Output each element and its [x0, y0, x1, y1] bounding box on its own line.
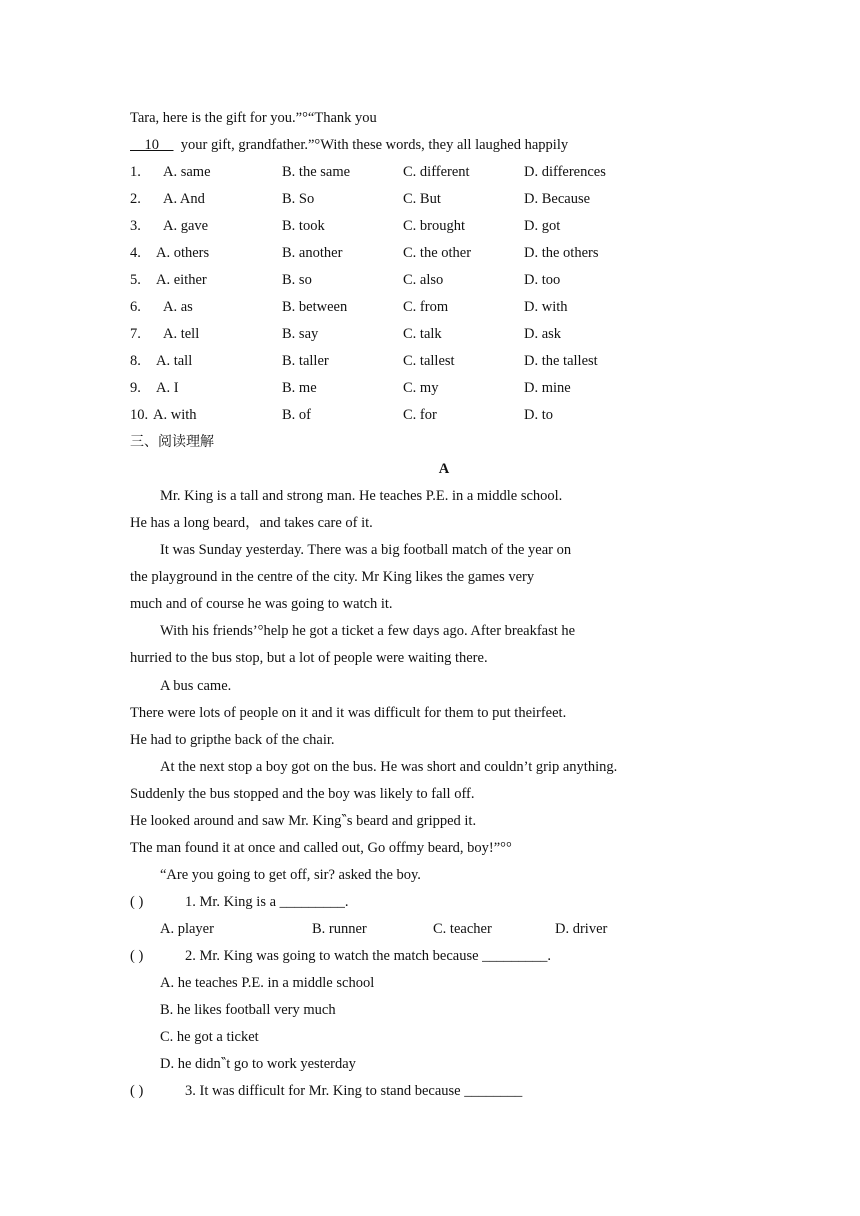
answer-parentheses[interactable]: ( ): [130, 948, 144, 964]
choice-option-a: A. same: [163, 164, 211, 180]
choice-option-b: B. So: [282, 191, 315, 207]
choice-option-a: A. gave: [163, 218, 209, 234]
choice-number: 3.: [130, 218, 141, 234]
passage-line: A bus came.: [160, 678, 232, 694]
choice-option-a: A. tell: [163, 326, 200, 342]
choice-option-b: B. between: [282, 299, 348, 315]
choice-option-d: D. Because: [524, 191, 591, 207]
question-option-a: A. he teaches P.E. in a middle school: [160, 975, 375, 991]
question-stem: 3. It was difficult for Mr. King to stand because ________: [185, 1083, 523, 1099]
choice-option-d: D. with: [524, 299, 568, 315]
choice-option-b: B. the same: [282, 164, 351, 180]
choice-option-d: D. the others: [524, 245, 599, 261]
passage-line: He looked around and saw Mr. King‶s beard and gripped it.: [130, 813, 477, 829]
passage-line: Suddenly the bus stopped and the boy was likely to fall off.: [130, 786, 475, 802]
choice-option-a: A. either: [156, 272, 207, 288]
passage-line: It was Sunday yesterday. There was a big football match of the year on: [160, 542, 572, 558]
choice-number: 7.: [130, 326, 141, 342]
choice-option-b: B. me: [282, 380, 317, 396]
question-stem: 1. Mr. King is a _________.: [185, 894, 349, 910]
passage-label: A: [438, 461, 450, 477]
choice-option-c: C. different: [403, 164, 470, 180]
question-option-b: B. runner: [312, 921, 367, 937]
choice-option-a: A. tall: [156, 353, 193, 369]
choice-number: 10.: [130, 407, 149, 423]
choice-option-c: C. talk: [403, 326, 442, 342]
choice-option-b: B. of: [282, 407, 311, 423]
intro-line-1: Tara, here is the gift for you.”°“Thank you: [130, 110, 377, 126]
question-option-b: B. he likes football very much: [160, 1002, 336, 1018]
choice-number: 5.: [130, 272, 141, 288]
choice-number: 4.: [130, 245, 141, 261]
section-title: 三、阅读理解: [130, 434, 214, 450]
choice-option-c: C. brought: [403, 218, 466, 234]
choice-option-a: A. I: [156, 380, 179, 396]
choice-option-c: C. also: [403, 272, 444, 288]
passage-line: He has a long beard，and takes care of it.: [130, 515, 373, 531]
choice-number: 6.: [130, 299, 141, 315]
answer-parentheses[interactable]: ( ): [130, 1083, 144, 1099]
intro-line-2: [130, 136, 568, 154]
choice-option-a: A. with: [153, 407, 197, 423]
blank-10: [130, 137, 174, 153]
choice-option-c: C. for: [403, 407, 437, 423]
intro-line-2-text: your gift, grandfather.”°With these words, they all laughed happily: [180, 137, 569, 153]
choice-option-d: D. the tallest: [524, 353, 598, 369]
passage-line: There were lots of people on it and it was difficult for them to put theirfeet.: [130, 705, 567, 721]
choice-option-a: A. And: [163, 191, 205, 207]
choice-option-d: D. got: [524, 218, 561, 234]
choice-option-d: D. mine: [524, 380, 571, 396]
blank-10-number: 10: [144, 137, 159, 153]
question-option-a: A. player: [160, 921, 214, 937]
choice-option-a: A. others: [156, 245, 210, 261]
choice-option-d: D. differences: [524, 164, 606, 180]
passage-line: the playground in the centre of the city. Mr King likes the games very: [130, 569, 535, 585]
choice-option-c: C. tallest: [403, 353, 455, 369]
answer-parentheses[interactable]: ( ): [130, 894, 144, 910]
choice-option-c: C. the other: [403, 245, 472, 261]
choice-number: 1.: [130, 164, 141, 180]
choice-option-a: A. as: [163, 299, 193, 315]
question-option-c: C. teacher: [433, 921, 492, 937]
choice-option-d: D. ask: [524, 326, 562, 342]
choice-number: 9.: [130, 380, 141, 396]
passage-line: He had to gripthe back of the chair.: [130, 732, 335, 748]
choice-option-c: C. But: [403, 191, 441, 207]
choice-option-c: C. my: [403, 380, 439, 396]
choice-option-c: C. from: [403, 299, 449, 315]
passage-line: hurried to the bus stop, but a lot of people were waiting there.: [130, 650, 488, 666]
choice-option-b: B. taller: [282, 353, 329, 369]
question-option-d: D. he didn‶t go to work yesterday: [160, 1056, 356, 1072]
question-option-d: D. driver: [555, 921, 608, 937]
passage-line: The man found it at once and called out, Go offmy beard, boy!”°°: [130, 840, 512, 856]
choice-option-b: B. say: [282, 326, 319, 342]
choice-option-b: B. another: [282, 245, 343, 261]
passage-line: “Are you going to get off, sir? asked the boy.: [160, 867, 421, 883]
choice-option-d: D. to: [524, 407, 553, 423]
choice-option-d: D. too: [524, 272, 561, 288]
passage-line: much and of course he was going to watch it.: [130, 596, 393, 612]
choice-option-b: B. took: [282, 218, 325, 234]
passage-line: At the next stop a boy got on the bus. He was short and couldn’t grip anything.: [160, 759, 618, 775]
choice-number: 2.: [130, 191, 141, 207]
passage-line: Mr. King is a tall and strong man. He teaches P.E. in a middle school.: [160, 488, 563, 504]
passage-line: With his friends’°help he got a ticket a few days ago. After breakfast he: [160, 623, 576, 639]
question-stem: 2. Mr. King was going to watch the match because _________.: [185, 948, 552, 964]
choice-number: 8.: [130, 353, 141, 369]
choice-option-b: B. so: [282, 272, 312, 288]
question-option-c: C. he got a ticket: [160, 1029, 259, 1045]
